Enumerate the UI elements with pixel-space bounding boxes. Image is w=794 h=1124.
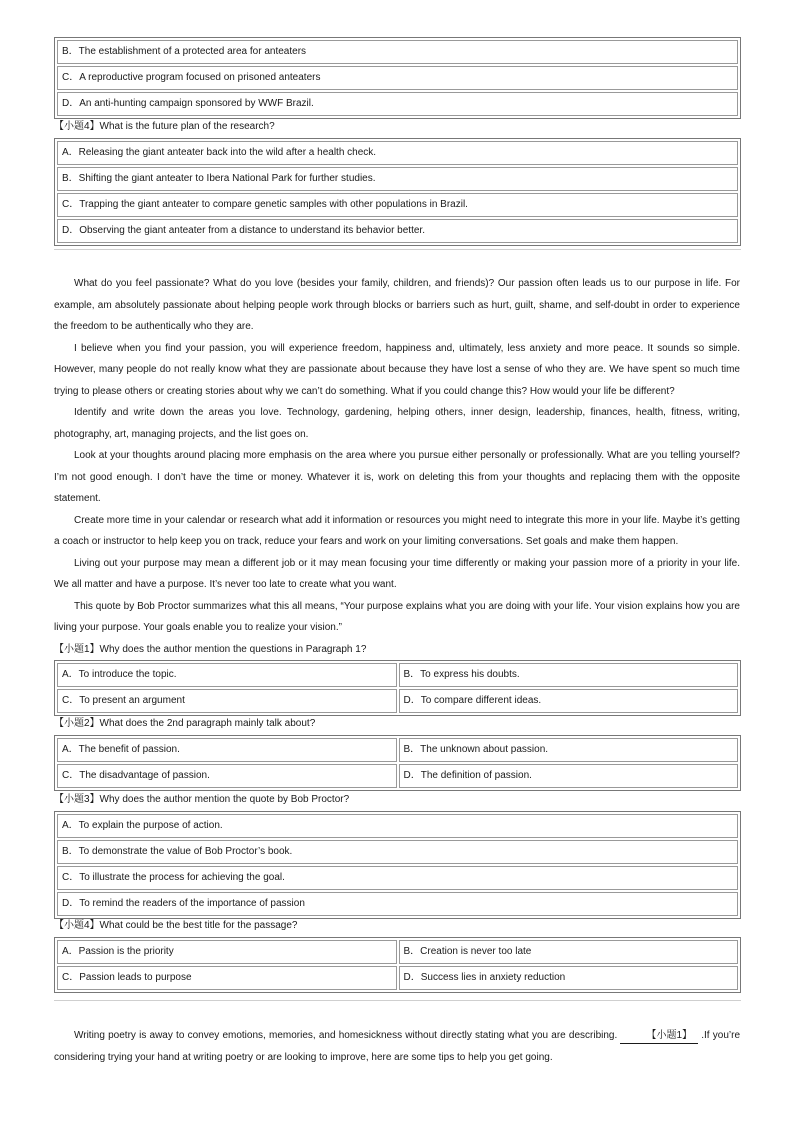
option-c[interactable]: C．Passion leads to purpose	[57, 966, 397, 990]
options-table-q3	[54, 811, 741, 919]
options-table-q2	[54, 735, 741, 791]
text-before-blank: Writing poetry is away to convey emotions, memories, and homesickness without directly stating what you are describing.	[74, 1030, 618, 1041]
section-divider	[54, 249, 741, 250]
section-divider	[54, 1000, 741, 1001]
options-table-q3-section1	[54, 37, 741, 119]
question-label-q4-section1: 【小题4】What is the future plan of the research?	[54, 121, 275, 132]
question-label-q1: 【小题1】Why does the author mention the questions in Paragraph 1?	[54, 644, 367, 655]
options-table-q1	[54, 660, 741, 716]
option-c[interactable]: C．A reproductive program focused on prisoned anteaters	[57, 66, 738, 90]
text-after-blank: .If you’re considering trying your hand at writing poetry or are looking to improve, here are some tips to help you get going.	[54, 1030, 741, 1063]
option-c[interactable]: C．To illustrate the process for achieving the goal.	[57, 866, 738, 890]
option-a[interactable]: A．The benefit of passion.	[57, 738, 397, 762]
option-d[interactable]: D．Observing the giant anteater from a distance to understand its behavior better.	[57, 219, 738, 243]
question-label-q3: 【小题3】Why does the author mention the quote by Bob Proctor?	[54, 794, 350, 805]
passage-intro-section3	[54, 1025, 740, 1068]
question-label-q4: 【小题4】What could be the best title for the passage?	[54, 920, 298, 931]
options-table-q4	[54, 937, 741, 993]
paragraph: Living out your purpose may mean a different job or it may mean focusing your time differently or making your passion more of a priority in your life. We all matter and have a purpose. It’s never too late to create what you want.	[54, 557, 740, 590]
option-d[interactable]: D．The definition of passion.	[399, 764, 739, 788]
option-b[interactable]: B．Shifting the giant anteater to Ibera National Park for further studies.	[57, 167, 738, 191]
option-b[interactable]: B．To demonstrate the value of Bob Proctor’s book.	[57, 840, 738, 864]
option-a[interactable]: A．Passion is the priority	[57, 940, 397, 964]
paragraph: Create more time in your calendar or research what add it information or resources you might need to integrate this more in your life. Maybe it’s getting a coach or instructor to help keep you on track, reduce your fears and work on your limiting conversations. Set goals and make them happen.	[54, 514, 740, 547]
option-b[interactable]: B．To express his doubts.	[399, 663, 739, 687]
option-c[interactable]: C．Trapping the giant anteater to compare genetic samples with other populations in Brazil.	[57, 193, 738, 217]
option-a[interactable]: A．Releasing the giant anteater back into the wild after a health check.	[57, 141, 738, 165]
option-d[interactable]: D．To remind the readers of the importance of passion	[57, 892, 738, 916]
paragraph: Identify and write down the areas you love. Technology, gardening, helping others, inner design, leadership, finances, health, fitness, writing, photography, art, managing projects, and the list goes on.	[54, 407, 740, 440]
paragraph: This quote by Bob Proctor summarizes what this all means, “Your purpose explains what you are doing with your life. Your vision explains how you are living your purpose. Your goals enable you to realize your vision.”	[54, 600, 740, 633]
option-a[interactable]: A．To explain the purpose of action.	[57, 814, 738, 838]
option-b[interactable]: B．The unknown about passion.	[399, 738, 739, 762]
option-d[interactable]: D．An anti-hunting campaign sponsored by WWF Brazil.	[57, 92, 738, 116]
option-d[interactable]: D．To compare different ideas.	[399, 689, 739, 713]
option-b[interactable]: B．The establishment of a protected area for anteaters	[57, 40, 738, 64]
answer-blank[interactable]: 【小题1】	[620, 1029, 698, 1044]
question-label-q2: 【小题2】What does the 2nd paragraph mainly talk about?	[54, 718, 316, 729]
paragraph: What do you feel passionate? What do you love (besides your family, children, and friends)? Our passion often leads us to our purpose in life. For example, am absolutely passionate about helping people work through blocks or barriers such as hurt, guilt, shame, and self-doubt in order to experience the freedom to be authentically who they are.	[54, 278, 740, 332]
option-d[interactable]: D．Success lies in anxiety reduction	[399, 966, 739, 990]
paragraph: I believe when you find your passion, you will experience freedom, happiness and, ultimately, less anxiety and more peace. It sounds so simple. However, many people do not really know what they are passionate about because they have lost a sense of who they are. We have spent so much time trying to please others or creating stories about why we can’t do something. What if you could change this? How would your life be different?	[54, 342, 740, 397]
passage-text	[54, 273, 740, 639]
option-a[interactable]: A．To introduce the topic.	[57, 663, 397, 687]
paragraph: Look at your thoughts around placing more emphasis on the area where you pursue either personally or professionally. What are you telling yourself? I’m not good enough. I don’t have the time or money. Whatever it is, work on deleting this from your thoughts and replacing them with the opposite statement.	[54, 450, 740, 504]
option-c[interactable]: C．To present an argument	[57, 689, 397, 713]
paragraph	[54, 1025, 740, 1068]
options-table-q4-section1	[54, 138, 741, 246]
option-c[interactable]: C．The disadvantage of passion.	[57, 764, 397, 788]
option-b[interactable]: B．Creation is never too late	[399, 940, 739, 964]
